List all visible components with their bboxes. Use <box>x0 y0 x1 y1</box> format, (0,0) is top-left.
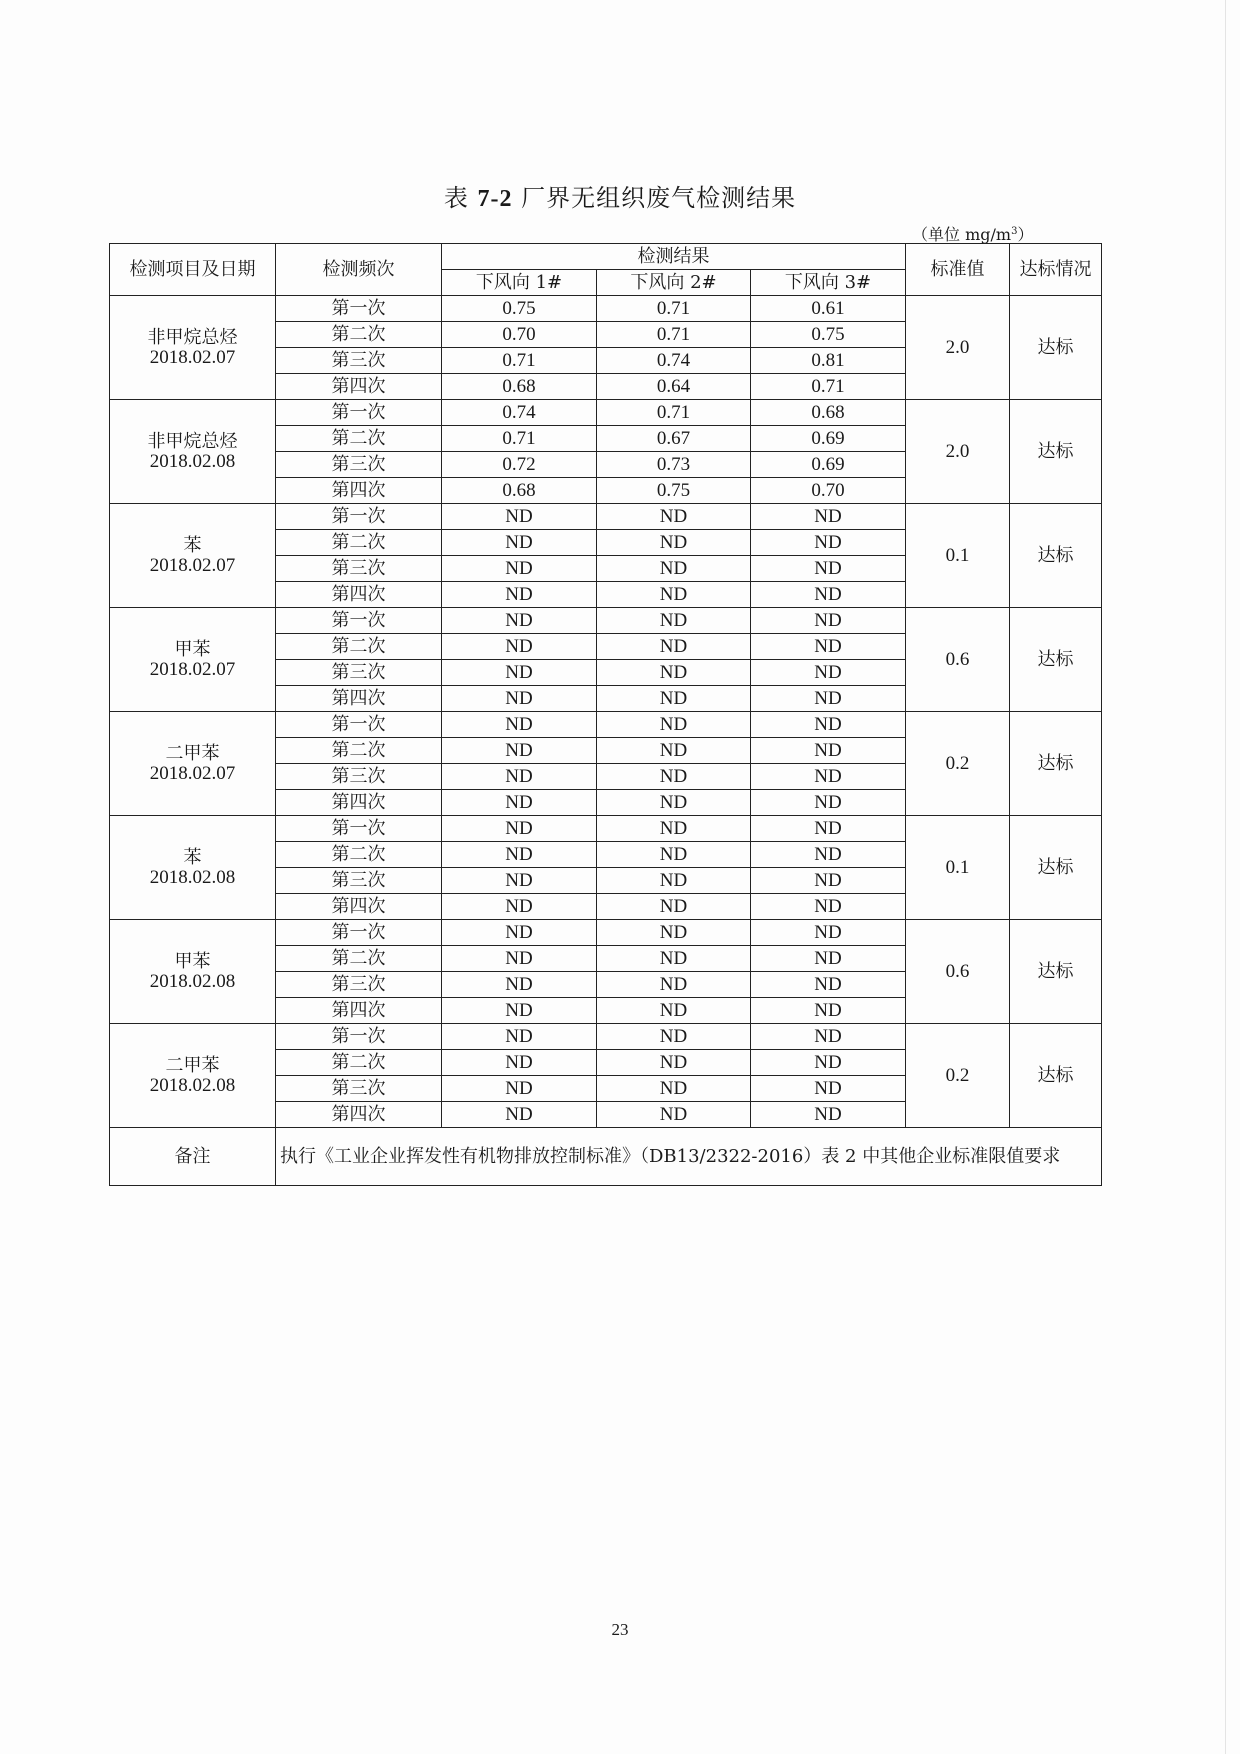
value-cell-point-1: ND <box>442 1076 597 1102</box>
frequency-cell: 第二次 <box>276 322 442 348</box>
header-standard: 标准值 <box>906 244 1010 296</box>
frequency-cell: 第二次 <box>276 738 442 764</box>
value-cell-point-2: ND <box>597 764 751 790</box>
frequency-cell: 第一次 <box>276 1024 442 1050</box>
header-compliance: 达标情况 <box>1010 244 1102 296</box>
frequency-cell: 第四次 <box>276 686 442 712</box>
value-cell-point-3: 0.71 <box>751 374 906 400</box>
value-cell-point-2: ND <box>597 1076 751 1102</box>
value-cell-point-1: 0.68 <box>442 478 597 504</box>
value-cell-point-2: ND <box>597 842 751 868</box>
item-name: 非甲烷总烃 <box>147 326 238 348</box>
value-cell-point-1: ND <box>442 608 597 634</box>
value-cell-point-2: ND <box>597 1102 751 1128</box>
header-row-1 <box>110 244 1102 270</box>
frequency-cell: 第三次 <box>276 348 442 374</box>
value-cell-point-1: 0.75 <box>442 296 597 322</box>
item-date: 2018.02.07 <box>149 554 236 576</box>
table-row <box>110 1024 1102 1050</box>
frequency-cell: 第一次 <box>276 816 442 842</box>
value-cell-point-2: 0.75 <box>597 478 751 504</box>
frequency-cell: 第二次 <box>276 842 442 868</box>
value-cell-point-2: 0.64 <box>597 374 751 400</box>
results-table-body <box>110 244 1102 1186</box>
table-row <box>110 920 1102 946</box>
unit-text: （单位 mg/m <box>912 225 1012 244</box>
value-cell-point-1: ND <box>442 530 597 556</box>
frequency-cell: 第四次 <box>276 790 442 816</box>
frequency-cell: 第二次 <box>276 634 442 660</box>
item-cell <box>110 1024 276 1128</box>
frequency-cell: 第一次 <box>276 712 442 738</box>
table-row <box>110 400 1102 426</box>
item-name: 甲苯 <box>174 950 211 972</box>
value-cell-point-1: ND <box>442 946 597 972</box>
value-cell-point-2: 0.71 <box>597 322 751 348</box>
frequency-cell: 第二次 <box>276 946 442 972</box>
frequency-cell: 第四次 <box>276 998 442 1024</box>
item-cell <box>110 712 276 816</box>
standard-cell: 0.1 <box>906 504 1010 608</box>
frequency-cell: 第四次 <box>276 478 442 504</box>
item-name: 二甲苯 <box>165 1054 220 1076</box>
value-cell-point-3: ND <box>751 504 906 530</box>
value-cell-point-2: ND <box>597 608 751 634</box>
compliance-cell: 达标 <box>1010 1024 1102 1128</box>
standard-cell: 2.0 <box>906 400 1010 504</box>
value-cell-point-1: ND <box>442 686 597 712</box>
value-cell-point-3: 0.68 <box>751 400 906 426</box>
value-cell-point-2: ND <box>597 712 751 738</box>
value-cell-point-3: ND <box>751 816 906 842</box>
item-name: 甲苯 <box>174 638 211 660</box>
item-name: 苯 <box>183 846 202 868</box>
value-cell-point-1: ND <box>442 920 597 946</box>
value-cell-point-2: 0.67 <box>597 426 751 452</box>
table-row <box>110 504 1102 530</box>
value-cell-point-1: ND <box>442 816 597 842</box>
item-date: 2018.02.08 <box>149 1074 236 1096</box>
header-point-2: 下风向 2# <box>597 270 751 296</box>
table-row <box>110 608 1102 634</box>
table-row <box>110 296 1102 322</box>
item-name: 非甲烷总烃 <box>147 430 238 452</box>
value-cell-point-1: ND <box>442 894 597 920</box>
value-cell-point-1: 0.74 <box>442 400 597 426</box>
frequency-cell: 第二次 <box>276 426 442 452</box>
remark-label: 备注 <box>110 1128 276 1186</box>
page-edge-line <box>1225 0 1226 1754</box>
value-cell-point-2: ND <box>597 920 751 946</box>
value-cell-point-2: ND <box>597 1050 751 1076</box>
value-cell-point-2: ND <box>597 1024 751 1050</box>
value-cell-point-2: ND <box>597 686 751 712</box>
frequency-cell: 第一次 <box>276 504 442 530</box>
value-cell-point-1: ND <box>442 712 597 738</box>
value-cell-point-1: ND <box>442 972 597 998</box>
value-cell-point-3: ND <box>751 530 906 556</box>
value-cell-point-2: 0.74 <box>597 348 751 374</box>
value-cell-point-2: ND <box>597 816 751 842</box>
value-cell-point-1: ND <box>442 1102 597 1128</box>
value-cell-point-2: ND <box>597 790 751 816</box>
compliance-cell: 达标 <box>1010 504 1102 608</box>
value-cell-point-3: ND <box>751 998 906 1024</box>
frequency-cell: 第三次 <box>276 972 442 998</box>
value-cell-point-3: ND <box>751 660 906 686</box>
title-number: 7-2 <box>477 186 513 212</box>
frequency-cell: 第三次 <box>276 452 442 478</box>
item-date: 2018.02.08 <box>149 866 236 888</box>
value-cell-point-3: 0.81 <box>751 348 906 374</box>
value-cell-point-1: ND <box>442 868 597 894</box>
remark-text: 执行《工业企业挥发性有机物排放控制标准》（DB13/2322-2016）表 2 中其他企业标准限值要求 <box>276 1128 1102 1186</box>
frequency-cell: 第四次 <box>276 894 442 920</box>
header-frequency: 检测频次 <box>276 244 442 296</box>
value-cell-point-1: ND <box>442 764 597 790</box>
table-title <box>0 178 1240 213</box>
page-number: 23 <box>611 1620 629 1639</box>
frequency-cell: 第一次 <box>276 296 442 322</box>
compliance-cell: 达标 <box>1010 920 1102 1024</box>
value-cell-point-3: ND <box>751 712 906 738</box>
header-point-1: 下风向 1# <box>442 270 597 296</box>
value-cell-point-2: ND <box>597 738 751 764</box>
value-cell-point-2: ND <box>597 634 751 660</box>
value-cell-point-1: ND <box>442 660 597 686</box>
value-cell-point-2: ND <box>597 660 751 686</box>
item-cell <box>110 608 276 712</box>
value-cell-point-3: ND <box>751 634 906 660</box>
value-cell-point-2: 0.73 <box>597 452 751 478</box>
item-cell <box>110 400 276 504</box>
value-cell-point-3: ND <box>751 868 906 894</box>
frequency-cell: 第三次 <box>276 1076 442 1102</box>
standard-cell: 0.6 <box>906 920 1010 1024</box>
value-cell-point-2: ND <box>597 530 751 556</box>
remark-row <box>110 1128 1102 1186</box>
value-cell-point-1: ND <box>442 1024 597 1050</box>
frequency-cell: 第四次 <box>276 374 442 400</box>
item-date: 2018.02.08 <box>149 970 236 992</box>
value-cell-point-1: ND <box>442 790 597 816</box>
value-cell-point-3: ND <box>751 920 906 946</box>
value-cell-point-3: ND <box>751 556 906 582</box>
compliance-cell: 达标 <box>1010 608 1102 712</box>
value-cell-point-2: ND <box>597 504 751 530</box>
value-cell-point-2: 0.71 <box>597 296 751 322</box>
standard-cell: 2.0 <box>906 296 1010 400</box>
unit-superscript: 3 <box>1011 226 1018 237</box>
item-date: 2018.02.08 <box>149 450 236 472</box>
table-row <box>110 816 1102 842</box>
value-cell-point-3: ND <box>751 1024 906 1050</box>
value-cell-point-2: ND <box>597 894 751 920</box>
compliance-cell: 达标 <box>1010 712 1102 816</box>
frequency-cell: 第一次 <box>276 920 442 946</box>
frequency-cell: 第二次 <box>276 1050 442 1076</box>
unit-note <box>912 222 1033 245</box>
value-cell-point-2: 0.71 <box>597 400 751 426</box>
frequency-cell: 第二次 <box>276 530 442 556</box>
value-cell-point-3: ND <box>751 764 906 790</box>
compliance-cell: 达标 <box>1010 296 1102 400</box>
item-date: 2018.02.07 <box>149 658 236 680</box>
item-cell <box>110 816 276 920</box>
item-cell <box>110 504 276 608</box>
value-cell-point-3: ND <box>751 686 906 712</box>
value-cell-point-3: ND <box>751 842 906 868</box>
frequency-cell: 第一次 <box>276 608 442 634</box>
value-cell-point-3: ND <box>751 738 906 764</box>
item-date: 2018.02.07 <box>149 346 236 368</box>
value-cell-point-3: 0.75 <box>751 322 906 348</box>
value-cell-point-1: ND <box>442 998 597 1024</box>
standard-cell: 0.6 <box>906 608 1010 712</box>
value-cell-point-3: 0.61 <box>751 296 906 322</box>
value-cell-point-1: ND <box>442 634 597 660</box>
frequency-cell: 第一次 <box>276 400 442 426</box>
standard-cell: 0.2 <box>906 1024 1010 1128</box>
frequency-cell: 第三次 <box>276 660 442 686</box>
value-cell-point-1: ND <box>442 582 597 608</box>
title-text: 厂界无组织废气检测结果 <box>521 184 797 212</box>
item-cell <box>110 296 276 400</box>
value-cell-point-1: 0.70 <box>442 322 597 348</box>
title-prefix: 表 <box>443 184 469 212</box>
value-cell-point-3: 0.69 <box>751 426 906 452</box>
value-cell-point-3: ND <box>751 1050 906 1076</box>
item-name: 苯 <box>183 534 202 556</box>
frequency-cell: 第三次 <box>276 764 442 790</box>
compliance-cell: 达标 <box>1010 816 1102 920</box>
value-cell-point-3: ND <box>751 790 906 816</box>
value-cell-point-3: ND <box>751 1102 906 1128</box>
header-point-3: 下风向 3# <box>751 270 906 296</box>
value-cell-point-1: 0.68 <box>442 374 597 400</box>
value-cell-point-3: ND <box>751 946 906 972</box>
value-cell-point-3: ND <box>751 1076 906 1102</box>
value-cell-point-2: ND <box>597 868 751 894</box>
value-cell-point-1: 0.71 <box>442 348 597 374</box>
results-table <box>109 243 1102 1186</box>
frequency-cell: 第四次 <box>276 1102 442 1128</box>
compliance-cell: 达标 <box>1010 400 1102 504</box>
value-cell-point-3: ND <box>751 608 906 634</box>
value-cell-point-1: ND <box>442 1050 597 1076</box>
item-cell <box>110 920 276 1024</box>
frequency-cell: 第三次 <box>276 556 442 582</box>
value-cell-point-2: ND <box>597 946 751 972</box>
frequency-cell: 第四次 <box>276 582 442 608</box>
item-date: 2018.02.07 <box>149 762 236 784</box>
value-cell-point-3: ND <box>751 582 906 608</box>
item-name: 二甲苯 <box>165 742 220 764</box>
value-cell-point-2: ND <box>597 972 751 998</box>
standard-cell: 0.2 <box>906 712 1010 816</box>
header-results: 检测结果 <box>442 244 906 270</box>
unit-close: ） <box>1017 225 1034 244</box>
header-item: 检测项目及日期 <box>110 244 276 296</box>
standard-cell: 0.1 <box>906 816 1010 920</box>
value-cell-point-1: ND <box>442 842 597 868</box>
value-cell-point-3: 0.69 <box>751 452 906 478</box>
value-cell-point-3: 0.70 <box>751 478 906 504</box>
value-cell-point-2: ND <box>597 556 751 582</box>
value-cell-point-2: ND <box>597 582 751 608</box>
value-cell-point-2: ND <box>597 998 751 1024</box>
value-cell-point-1: ND <box>442 738 597 764</box>
frequency-cell: 第三次 <box>276 868 442 894</box>
value-cell-point-1: ND <box>442 556 597 582</box>
value-cell-point-1: 0.72 <box>442 452 597 478</box>
value-cell-point-1: ND <box>442 504 597 530</box>
value-cell-point-3: ND <box>751 972 906 998</box>
value-cell-point-3: ND <box>751 894 906 920</box>
value-cell-point-1: 0.71 <box>442 426 597 452</box>
table-row <box>110 712 1102 738</box>
